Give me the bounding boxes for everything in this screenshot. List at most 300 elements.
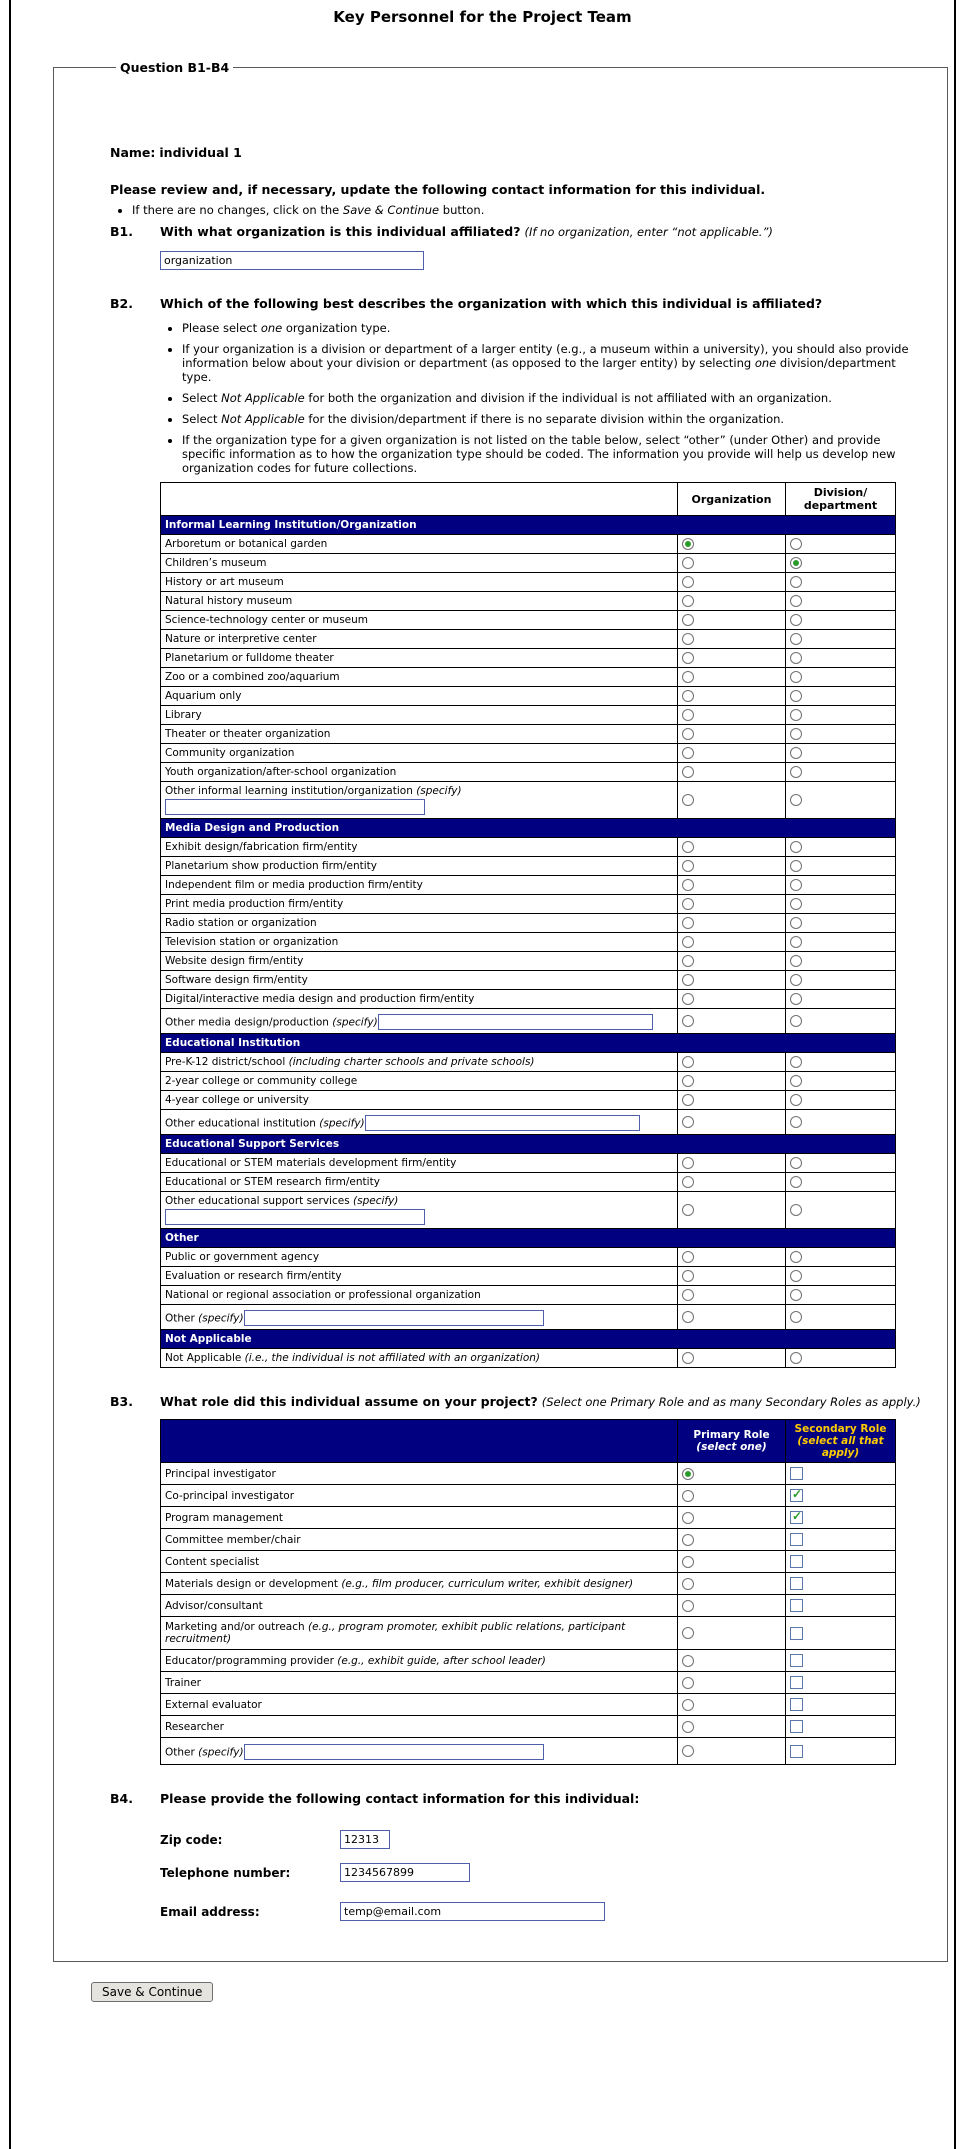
b2-organization-radio[interactable] — [682, 538, 694, 550]
b2-organization-radio[interactable] — [682, 879, 694, 891]
b2-radio-cell — [678, 592, 786, 611]
b2-radio-cell — [678, 914, 786, 933]
b2-radio-cell — [678, 763, 786, 782]
b2-radio-cell — [678, 1349, 786, 1368]
b2-section-header: Educational Institution — [161, 1034, 896, 1053]
b2-radio-cell — [678, 554, 786, 573]
intro-bullet — [132, 203, 859, 217]
b3-secondary-checkbox[interactable] — [790, 1577, 803, 1590]
b3-secondary-cell — [786, 1617, 896, 1650]
b3-row-label: External evaluator — [165, 1698, 262, 1711]
b2-organization-radio[interactable] — [682, 841, 694, 853]
b2-radio-cell — [678, 838, 786, 857]
b2-row-label: History or art museum — [165, 576, 284, 588]
b2-division-radio[interactable] — [790, 709, 802, 721]
b3-secondary-checkbox[interactable] — [790, 1698, 803, 1711]
b2-row-label: Other educational institution — [165, 1117, 320, 1130]
b2-radio-cell — [678, 1192, 786, 1229]
b2-radio-cell — [678, 952, 786, 971]
b3-row-label-cell — [161, 1551, 678, 1573]
b3-row-label-cell — [161, 1485, 678, 1507]
b2-row-label: 4-year college or university — [165, 1094, 310, 1106]
b2-division-radio[interactable] — [790, 595, 802, 607]
b2-section-header: Other — [161, 1229, 896, 1248]
b2-radio-cell — [786, 611, 896, 630]
instruction-text: Please review and, if necessary, update the following contact information for this individual. — [110, 182, 766, 197]
telephone-number-input[interactable] — [340, 1863, 470, 1882]
b3-row-label: Program management — [165, 1511, 283, 1524]
b2-division-radio[interactable] — [790, 728, 802, 740]
b2-row — [161, 1072, 896, 1091]
b2-row-label: Planetarium or fulldome theater — [165, 652, 334, 664]
b2-section-row — [161, 1330, 896, 1349]
b2-radio-cell — [786, 1349, 896, 1368]
b2-division-radio[interactable] — [790, 955, 802, 967]
b2-radio-cell — [786, 1305, 896, 1330]
b2-question: Which of the following best describes the organization with which this individual is affiliated? — [160, 296, 823, 311]
b2-organization-radio[interactable] — [682, 898, 694, 910]
b2-organization-radio[interactable] — [682, 993, 694, 1005]
b2-radio-cell — [786, 1053, 896, 1072]
b2-division-radio[interactable] — [790, 993, 802, 1005]
b2-radio-cell — [678, 876, 786, 895]
b3-primary-cell — [678, 1617, 786, 1650]
b2-radio-cell — [678, 971, 786, 990]
b2-number: B2. — [110, 296, 133, 311]
b3-secondary-checkbox[interactable] — [790, 1467, 803, 1480]
name-line — [110, 145, 931, 160]
b2-row-label-cell — [161, 1091, 678, 1110]
b2-col-division — [786, 483, 896, 516]
b3-primary-radio[interactable] — [682, 1600, 694, 1612]
b2-organization-radio[interactable] — [682, 766, 694, 778]
b2-row-label: Youth organization/after-school organization — [165, 766, 397, 778]
b2-organization-radio[interactable] — [682, 1204, 694, 1216]
b2-row-note: (specify) — [353, 1195, 399, 1207]
b2-row-label: Print media production firm/entity — [165, 898, 344, 910]
b2-col-blank — [161, 483, 678, 516]
b2-row — [161, 952, 896, 971]
b2-row — [161, 857, 896, 876]
b2-bullet-segment: Select — [182, 412, 222, 426]
b2-radio-cell — [678, 630, 786, 649]
b3-row-label-cell — [161, 1716, 678, 1738]
b2-row-label-cell — [161, 1110, 678, 1135]
b2-row — [161, 706, 896, 725]
b2-bullet-segment: Not Applicable — [221, 391, 305, 405]
b3-primary-cell — [678, 1716, 786, 1738]
b2-division-radio[interactable] — [790, 917, 802, 929]
b2-row — [161, 592, 896, 611]
b2-row-label-cell — [161, 725, 678, 744]
b2-division-radio[interactable] — [790, 898, 802, 910]
b2-radio-cell — [786, 535, 896, 554]
b2-organization-radio[interactable] — [682, 614, 694, 626]
b2-row-label: Pre-K-12 district/school — [165, 1056, 289, 1068]
b3-secondary-cell — [786, 1672, 896, 1694]
b2-bullet-segment: for both the organization and division if the individual is not affiliated with an organization. — [304, 391, 832, 405]
b2-radio-cell — [678, 1248, 786, 1267]
b2-organization-radio[interactable] — [682, 955, 694, 967]
b2-organization-radio[interactable] — [682, 557, 694, 569]
telephone-number-label: Telephone number: — [160, 1865, 291, 1880]
b2-row-label-cell — [161, 535, 678, 554]
b2-organization-radio[interactable] — [682, 1289, 694, 1301]
b2-row-label-cell — [161, 876, 678, 895]
b3-col-secondary — [786, 1420, 896, 1463]
b3-row-label: Advisor/consultant — [165, 1599, 263, 1612]
b2-division-radio[interactable] — [790, 1289, 802, 1301]
b2-radio-cell — [786, 630, 896, 649]
b2-organization-radio[interactable] — [682, 974, 694, 986]
b3-row — [161, 1529, 896, 1551]
b3-primary-radio[interactable] — [682, 1721, 694, 1733]
b3-secondary-cell — [786, 1738, 896, 1765]
b2-division-radio[interactable] — [790, 974, 802, 986]
email-address-input[interactable] — [340, 1902, 605, 1921]
b2-division-radio[interactable] — [790, 1204, 802, 1216]
b2-row-label-cell — [161, 763, 678, 782]
b2-division-radio[interactable] — [790, 1251, 802, 1263]
b2-row — [161, 1154, 896, 1173]
b2-row-label: Planetarium show production firm/entity — [165, 860, 377, 872]
b2-division-radio[interactable] — [790, 1094, 802, 1106]
b2-row-label-cell — [161, 782, 678, 819]
b3-row — [161, 1507, 896, 1529]
b3-primary-radio[interactable] — [682, 1627, 694, 1639]
b2-organization-radio[interactable] — [682, 936, 694, 948]
b2-bullet — [182, 342, 909, 384]
b2-bullet — [182, 321, 909, 335]
b2-division-radio[interactable] — [790, 766, 802, 778]
b3-secondary-checkbox[interactable] — [790, 1489, 803, 1502]
b2-division-radio[interactable] — [790, 557, 802, 569]
b2-organization-radio[interactable] — [682, 728, 694, 740]
b3-primary-radio[interactable] — [682, 1745, 694, 1757]
b2-row-label: Arboretum or botanical garden — [165, 538, 328, 550]
b2-radio-cell — [678, 1072, 786, 1091]
b3-row — [161, 1716, 896, 1738]
b2-organization-radio[interactable] — [682, 690, 694, 702]
b4-question: Please provide the following contact information for this individual: — [160, 1791, 640, 1806]
b3-header-row — [161, 1420, 896, 1463]
b2-bullet-segment: If your organization is a division or department of a larger entity (e.g., a museum within a university), you should also provide information below about your division or department (as opposed to the larger entity) by selecting — [182, 342, 909, 370]
b3-row — [161, 1485, 896, 1507]
contact-info — [160, 1830, 931, 1921]
b3-secondary-checkbox[interactable] — [790, 1745, 803, 1758]
zip-code-input[interactable] — [340, 1830, 390, 1849]
question-b1 — [110, 224, 931, 270]
b3-row-label-cell — [161, 1738, 678, 1765]
b2-organization-radio[interactable] — [682, 1094, 694, 1106]
b2-organization-radio[interactable] — [682, 709, 694, 721]
b1-question-note: (If no organization, enter “not applicable.”) — [524, 225, 773, 239]
b2-radio-cell — [786, 1267, 896, 1286]
b2-bullet-segment: for the division/department if there is no separate division within the organization. — [304, 412, 785, 426]
b2-row-label-cell — [161, 1305, 678, 1330]
b2-row-label: Website design firm/entity — [165, 955, 304, 967]
b3-primary-radio[interactable] — [682, 1677, 694, 1689]
b2-col-organization: Organization — [678, 483, 786, 516]
b2-radio-cell — [678, 573, 786, 592]
b2-row-label-cell — [161, 611, 678, 630]
b2-radio-cell — [678, 744, 786, 763]
b2-row — [161, 668, 896, 687]
question-b3 — [110, 1394, 931, 1765]
b2-section-row — [161, 1229, 896, 1248]
b2-row — [161, 725, 896, 744]
b3-row-label: Committee member/chair — [165, 1533, 301, 1546]
b3-primary-radio[interactable] — [682, 1655, 694, 1667]
b2-row — [161, 1286, 896, 1305]
b3-col-secondary-sub: (select all that apply) — [797, 1435, 884, 1459]
name-label: Name: — [110, 145, 156, 160]
b2-division-radio[interactable] — [790, 671, 802, 683]
b3-secondary-checkbox[interactable] — [790, 1627, 803, 1640]
b2-row-label-cell — [161, 1053, 678, 1072]
b3-role-table — [160, 1419, 896, 1765]
b2-radio-cell — [678, 782, 786, 819]
b3-primary-radio[interactable] — [682, 1556, 694, 1568]
b2-row — [161, 895, 896, 914]
b3-primary-radio[interactable] — [682, 1578, 694, 1590]
fieldset-legend: Question B1-B4 — [120, 60, 230, 75]
b2-radio-cell — [786, 744, 896, 763]
b4-number: B4. — [110, 1791, 133, 1806]
b2-radio-cell — [678, 687, 786, 706]
save-continue-button[interactable]: Save & Continue — [91, 1982, 213, 2002]
b3-secondary-checkbox[interactable] — [790, 1676, 803, 1689]
b2-row-label-cell — [161, 1192, 678, 1229]
b2-radio-cell — [678, 1009, 786, 1034]
b2-division-radio[interactable] — [790, 841, 802, 853]
b3-row-label-cell — [161, 1595, 678, 1617]
b2-row-label-cell — [161, 649, 678, 668]
b2-specify-input[interactable] — [165, 799, 425, 815]
b2-division-radio[interactable] — [790, 1075, 802, 1087]
b2-row-label: Television station or organization — [165, 936, 339, 948]
b2-radio-cell — [786, 573, 896, 592]
b2-organization-radio[interactable] — [682, 595, 694, 607]
b3-primary-radio[interactable] — [682, 1534, 694, 1546]
b2-bullet-segment: If the organization type for a given organization is not listed on the table below, select “other” (under Other) and provide specific information as to how the organization type should be coded. The information you provide will help us develop new organization codes for future collections. — [182, 433, 896, 475]
b2-row — [161, 763, 896, 782]
b3-secondary-cell — [786, 1694, 896, 1716]
b3-row-label: Materials design or development — [165, 1577, 342, 1590]
b2-row-label: Other educational support services — [165, 1195, 354, 1207]
b2-col-division-line1: Division/ — [813, 486, 868, 499]
b2-radio-cell — [786, 971, 896, 990]
b2-row-label-cell — [161, 706, 678, 725]
b2-row-label: Digital/interactive media design and production firm/entity — [165, 993, 475, 1005]
b2-row-note: (including charter schools and private schools) — [288, 1056, 535, 1068]
b3-secondary-checkbox[interactable] — [790, 1720, 803, 1733]
b3-primary-radio[interactable] — [682, 1468, 694, 1480]
b2-organization-radio[interactable] — [682, 1352, 694, 1364]
b2-division-radio[interactable] — [790, 879, 802, 891]
b2-division-radio[interactable] — [790, 936, 802, 948]
b2-division-radio[interactable] — [790, 794, 802, 806]
b2-radio-cell — [786, 649, 896, 668]
b2-division-radio[interactable] — [790, 1311, 802, 1323]
b2-radio-cell — [786, 706, 896, 725]
b3-row-label-cell — [161, 1617, 678, 1650]
b3-primary-cell — [678, 1463, 786, 1485]
b2-section-header: Educational Support Services — [161, 1135, 896, 1154]
b2-radio-cell — [786, 782, 896, 819]
b2-row-label-cell — [161, 990, 678, 1009]
b2-row-label: Community organization — [165, 747, 295, 759]
b2-specify-input[interactable] — [165, 1209, 425, 1225]
b3-primary-cell — [678, 1551, 786, 1573]
b2-row — [161, 630, 896, 649]
b2-organization-radio[interactable] — [682, 794, 694, 806]
b2-row-label-cell — [161, 668, 678, 687]
b3-primary-cell — [678, 1595, 786, 1617]
b2-organization-radio[interactable] — [682, 917, 694, 929]
b2-radio-cell — [786, 857, 896, 876]
b2-radio-cell — [786, 554, 896, 573]
b2-division-radio[interactable] — [790, 538, 802, 550]
b3-secondary-checkbox[interactable] — [790, 1533, 803, 1546]
b2-specify-input[interactable] — [244, 1310, 544, 1326]
b2-row-label-cell — [161, 933, 678, 952]
b2-organization-radio[interactable] — [682, 633, 694, 645]
b2-row — [161, 876, 896, 895]
b2-row-label-cell — [161, 1154, 678, 1173]
b2-organization-radio[interactable] — [682, 1075, 694, 1087]
b2-row — [161, 933, 896, 952]
b3-primary-radio[interactable] — [682, 1490, 694, 1502]
b2-organization-radio[interactable] — [682, 747, 694, 759]
b3-primary-cell — [678, 1672, 786, 1694]
b3-row-label: Other — [165, 1746, 199, 1759]
b3-row — [161, 1551, 896, 1573]
b2-division-radio[interactable] — [790, 690, 802, 702]
b2-division-radio[interactable] — [790, 747, 802, 759]
b2-radio-cell — [678, 706, 786, 725]
b2-division-radio[interactable] — [790, 576, 802, 588]
b1-organization-input[interactable] — [160, 251, 424, 270]
b2-row-label: National or regional association or professional organization — [165, 1289, 481, 1301]
b2-row-note: (specify) — [319, 1117, 365, 1130]
b2-radio-cell — [678, 1053, 786, 1072]
b2-row-label-cell — [161, 1009, 678, 1034]
b2-organization-radio[interactable] — [682, 1157, 694, 1169]
b3-secondary-cell — [786, 1650, 896, 1672]
b3-row-label: Principal investigator — [165, 1467, 276, 1480]
b2-row-label: Exhibit design/fabrication firm/entity — [165, 841, 358, 853]
b2-row-label-cell — [161, 1267, 678, 1286]
b3-secondary-checkbox[interactable] — [790, 1555, 803, 1568]
b3-row-note: (e.g., film producer, curriculum writer, exhibit designer) — [341, 1577, 634, 1590]
b2-organization-radio[interactable] — [682, 1270, 694, 1282]
b2-section-header: Not Applicable — [161, 1330, 896, 1349]
b2-organization-radio[interactable] — [682, 1116, 694, 1128]
b2-organization-radio[interactable] — [682, 1311, 694, 1323]
b2-row-label-cell — [161, 952, 678, 971]
b2-division-radio[interactable] — [790, 1270, 802, 1282]
b2-division-radio[interactable] — [790, 1116, 802, 1128]
b3-secondary-checkbox[interactable] — [790, 1599, 803, 1612]
b2-row-label: Aquarium only — [165, 690, 242, 702]
b2-division-radio[interactable] — [790, 652, 802, 664]
b3-row — [161, 1672, 896, 1694]
b3-specify-input[interactable] — [244, 1744, 544, 1760]
b2-organization-radio[interactable] — [682, 1176, 694, 1188]
b3-question: What role did this individual assume on your project? — [160, 1394, 538, 1409]
b2-row — [161, 1091, 896, 1110]
b2-division-radio[interactable] — [790, 1176, 802, 1188]
b2-bullet-segment: division/department type. — [182, 356, 896, 384]
b2-division-radio[interactable] — [790, 614, 802, 626]
b2-organization-radio[interactable] — [682, 652, 694, 664]
b2-organization-radio[interactable] — [682, 1056, 694, 1068]
b2-division-radio[interactable] — [790, 1352, 802, 1364]
b2-division-radio[interactable] — [790, 860, 802, 872]
b2-organization-radio[interactable] — [682, 1251, 694, 1263]
b2-organization-radio[interactable] — [682, 576, 694, 588]
b3-question-note: (Select one Primary Role and as many Secondary Roles as apply.) — [541, 1395, 921, 1409]
b3-primary-radio[interactable] — [682, 1699, 694, 1711]
b2-specify-input[interactable] — [378, 1014, 653, 1030]
b2-radio-cell — [678, 1154, 786, 1173]
b2-row-label: Radio station or organization — [165, 917, 317, 929]
b3-secondary-checkbox[interactable] — [790, 1654, 803, 1667]
b2-row-label: Nature or interpretive center — [165, 633, 317, 645]
b2-row-label: Children’s museum — [165, 557, 267, 569]
b2-radio-cell — [786, 838, 896, 857]
b2-row-label-cell — [161, 838, 678, 857]
b2-organization-radio[interactable] — [682, 1015, 694, 1027]
b3-row-label: Marketing and/or outreach — [165, 1621, 308, 1633]
b2-division-radio[interactable] — [790, 633, 802, 645]
b3-primary-cell — [678, 1694, 786, 1716]
b3-secondary-checkbox[interactable] — [790, 1511, 803, 1524]
b3-primary-cell — [678, 1738, 786, 1765]
b2-division-radio[interactable] — [790, 1015, 802, 1027]
b3-row-label-cell — [161, 1694, 678, 1716]
b2-division-radio[interactable] — [790, 1056, 802, 1068]
b2-radio-cell — [786, 725, 896, 744]
b2-organization-radio[interactable] — [682, 860, 694, 872]
b2-bullet-segment: one — [260, 321, 283, 335]
b2-row — [161, 649, 896, 668]
b2-radio-cell — [678, 1110, 786, 1135]
b2-radio-cell — [786, 895, 896, 914]
b2-bullet-segment: Please select — [182, 321, 261, 335]
b2-row-label: Other — [165, 1312, 199, 1325]
b2-radio-cell — [678, 1286, 786, 1305]
b3-primary-radio[interactable] — [682, 1512, 694, 1524]
zip-code-row — [160, 1830, 931, 1849]
b2-section-row — [161, 1034, 896, 1053]
b2-section-header: Media Design and Production — [161, 819, 896, 838]
b2-section-row — [161, 516, 896, 535]
b2-header-row — [161, 483, 896, 516]
b2-row-label: Educational or STEM materials development firm/entity — [165, 1157, 457, 1169]
b3-secondary-cell — [786, 1529, 896, 1551]
b2-division-radio[interactable] — [790, 1157, 802, 1169]
page-title: Key Personnel for the Project Team — [333, 8, 632, 26]
b3-row — [161, 1738, 896, 1765]
b3-primary-cell — [678, 1507, 786, 1529]
b2-table-body — [161, 516, 896, 1368]
b2-organization-radio[interactable] — [682, 671, 694, 683]
b2-row — [161, 1173, 896, 1192]
name-value: individual 1 — [159, 145, 242, 160]
b2-specify-input[interactable] — [365, 1115, 640, 1131]
